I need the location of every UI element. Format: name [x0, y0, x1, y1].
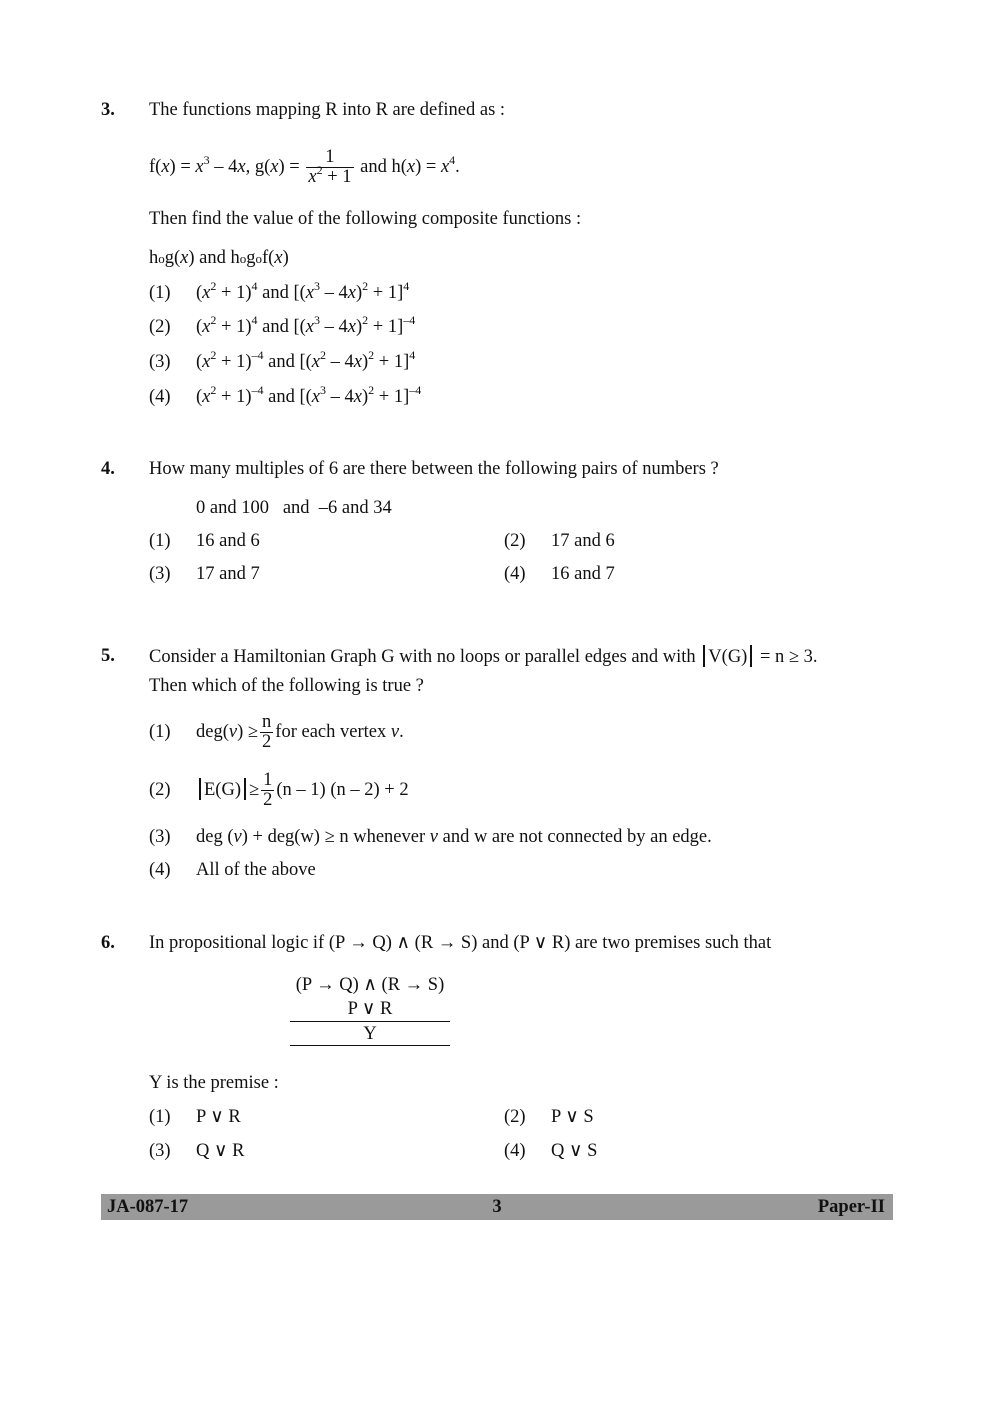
number-pairs: 0 and 100 and –6 and 34	[196, 498, 392, 518]
premise-line: (P → Q) ∧ (R → S)	[295, 975, 445, 995]
fraction: $\frac{1}{2}$	[263, 770, 273, 811]
absolute-bar	[703, 645, 705, 667]
option-number: (1)	[149, 283, 171, 303]
question-text: Then which of the following is true ?	[149, 676, 424, 696]
fraction: $\frac{n}{2}$	[262, 712, 272, 753]
option-text: $(x^2 + 1)^{-4}$ and $[(x^2 - 4x)^2 + 1]^4$	[196, 348, 416, 372]
option-text: 17 and 6	[551, 531, 615, 551]
option-number: (2)	[149, 317, 171, 337]
absolute-bar	[750, 645, 752, 667]
option-number: (3)	[149, 352, 171, 372]
option-number: (2)	[504, 531, 526, 551]
option-number: (1)	[149, 722, 171, 742]
question-number: 3.	[101, 100, 115, 120]
option-number: (2)	[504, 1107, 526, 1127]
option-number: (4)	[504, 564, 526, 584]
divider	[290, 1045, 450, 1046]
instruction-text: Y is the premise :	[149, 1073, 279, 1093]
fraction: $\frac{1}{x^2 + 1}$	[308, 147, 352, 188]
page-footer	[101, 1194, 893, 1220]
composite-functions: hog(x) and hogof(x)	[149, 248, 289, 268]
option-text: deg(v) ≥ $\frac{n}{2}$ for each vertex v.	[196, 712, 404, 753]
option-text: 16 and 7	[551, 564, 615, 584]
option-text: Q ∨ S	[551, 1141, 598, 1161]
option-number: (3)	[149, 1141, 171, 1161]
instruction-text: Then find the value of the following composite functions :	[149, 209, 582, 229]
option-number: (3)	[149, 827, 171, 847]
option-text: All of the above	[196, 860, 316, 880]
question-number: 4.	[101, 459, 115, 479]
option-text: 16 and 6	[196, 531, 260, 551]
option-text: $(x^2 + 1)^4$ and $[(x^3 - 4x)^2 + 1]^4$	[196, 279, 410, 303]
option-number: (3)	[149, 564, 171, 584]
paper-label: Paper-II	[817, 1197, 885, 1217]
option-text: $(x^2 + 1)^4$ and $[(x^3 - 4x)^2 + 1]^{-4}$	[196, 313, 416, 337]
absolute-bar	[199, 778, 201, 800]
option-number: (2)	[149, 780, 171, 800]
option-number: (4)	[149, 387, 171, 407]
question-text: How many multiples of 6 are there between the following pairs of numbers ?	[149, 459, 719, 479]
conclusion-line: Y	[363, 1024, 377, 1044]
option-text: P ∨ S	[551, 1107, 594, 1127]
question-text: In propositional logic if (P → Q) ∧ (R → S) and (P ∨ R) are two premises such that	[149, 933, 772, 953]
option-text: Q ∨ R	[196, 1141, 245, 1161]
question-text: The functions mapping R into R are defined as :	[149, 100, 506, 120]
question-text: Consider a Hamiltonian Graph G with no loops or parallel edges and with V(G) = n ≥ 3.	[149, 647, 818, 667]
absolute-bar	[244, 778, 246, 800]
option-number: (4)	[504, 1141, 526, 1161]
question-number: 5.	[101, 646, 115, 666]
exam-code: JA-087-17	[107, 1197, 189, 1217]
option-text: deg (v) + deg(w) ≥ n whenever v and w are not connected by an edge.	[196, 827, 712, 847]
option-number: (1)	[149, 531, 171, 551]
premise-line: P ∨ R	[347, 999, 393, 1019]
option-text: P ∨ R	[196, 1107, 241, 1127]
question-number: 6.	[101, 933, 115, 953]
option-number: (4)	[149, 860, 171, 880]
page-number: 3	[492, 1197, 502, 1217]
option-text: 17 and 7	[196, 564, 260, 584]
function-definitions: $f(x) = x^3 - 4x$, g(x) = $\frac{1}{x^2 + 1}$ and $h(x) = x^4$.	[149, 147, 460, 188]
option-number: (1)	[149, 1107, 171, 1127]
option-text: $(x^2 + 1)^{-4}$ and $[(x^3 - 4x)^2 + 1]^{-4}$	[196, 383, 422, 407]
option-text: E(G) ≥ $\frac{1}{2}$ (n – 1) (n – 2) + 2	[196, 769, 409, 811]
